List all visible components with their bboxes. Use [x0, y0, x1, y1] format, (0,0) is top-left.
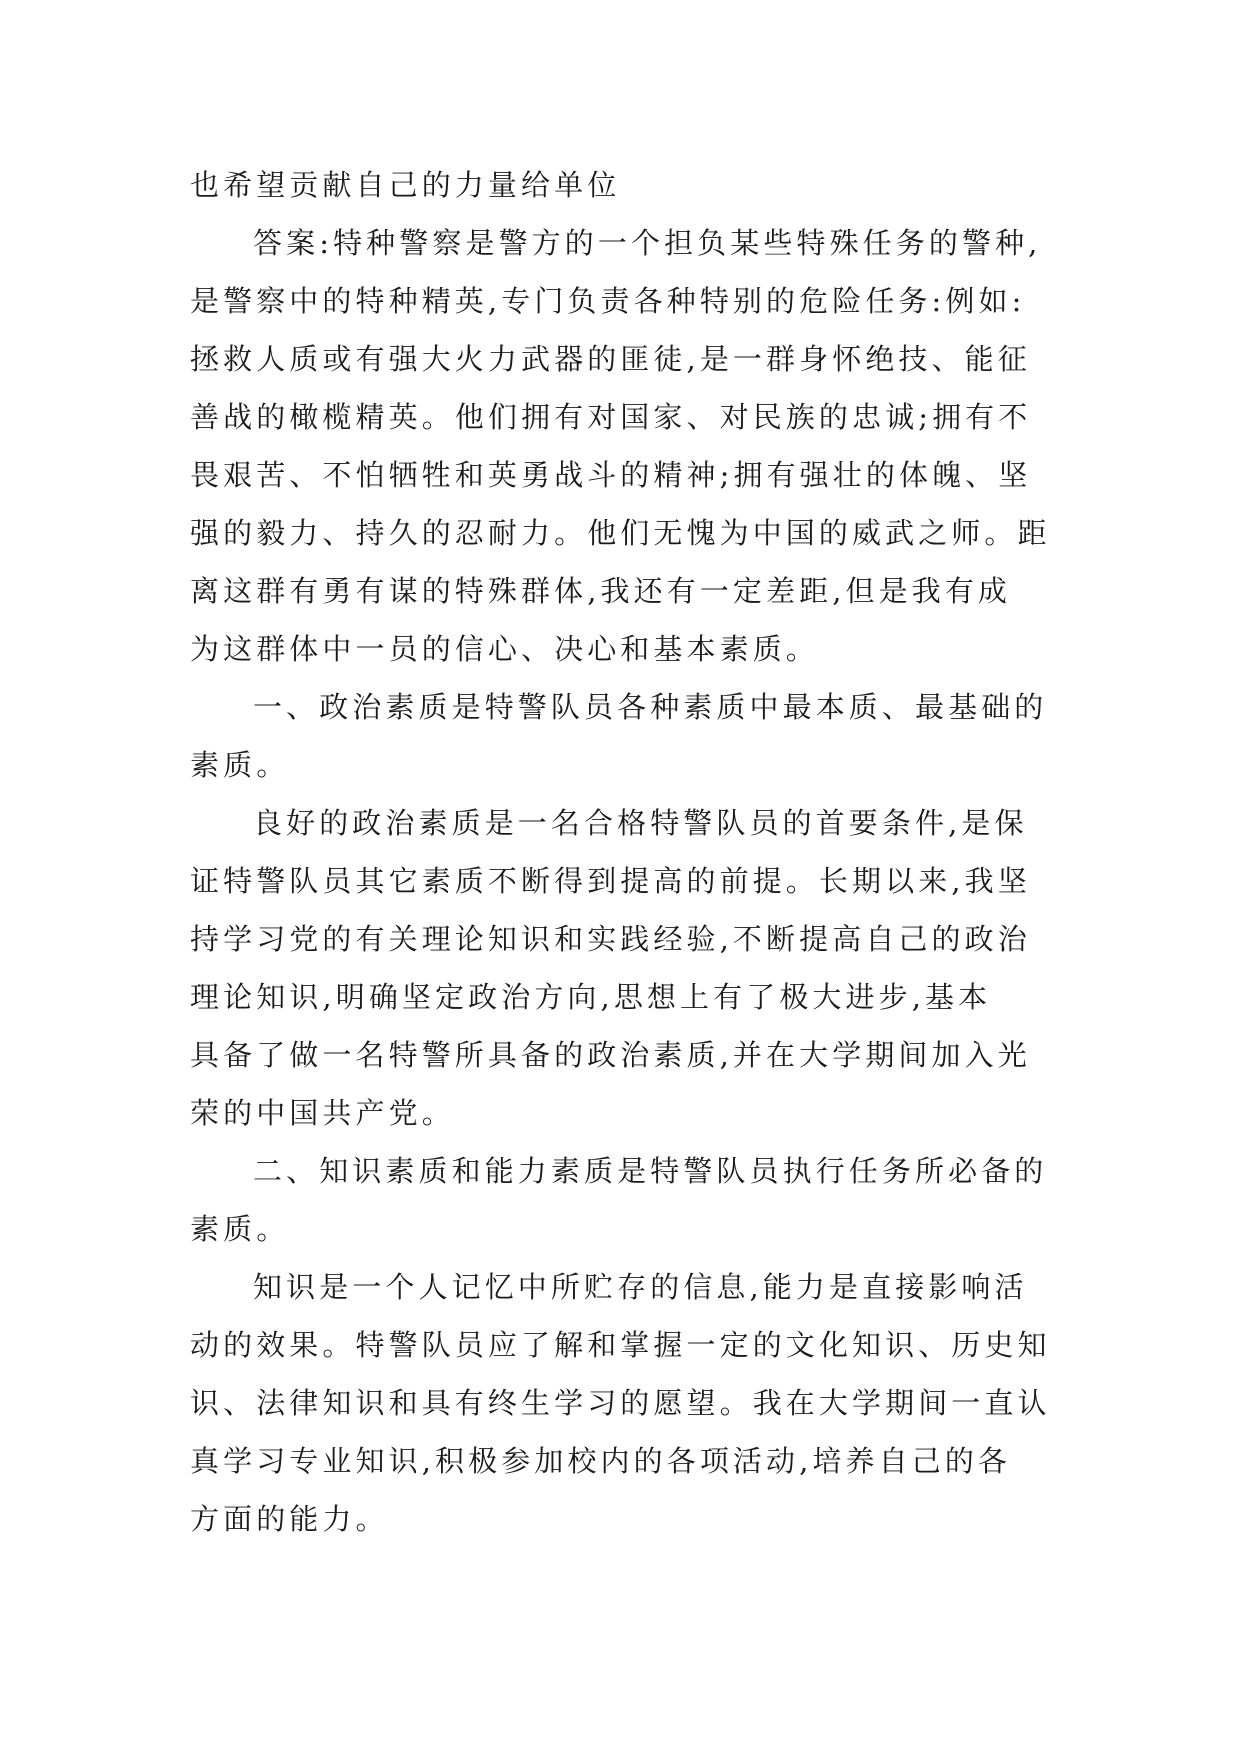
text-line: 动的效果。特警队员应了解和掌握一定的文化知识、历史知	[190, 1328, 1051, 1362]
text-line: 理论知识,明确坚定政治方向,思想上有了极大进步,基本	[190, 980, 992, 1014]
text-line: 识、法律知识和具有终生学习的愿望。我在大学期间一直认	[190, 1386, 1051, 1420]
text-line: 持学习党的有关理论知识和实践经验,不断提高自己的政治	[190, 922, 1031, 956]
text-line: 真学习专业知识,积极参加校内的各项活动,培养自己的各	[190, 1444, 1012, 1478]
text-line: 答案:特种警察是警方的一个担负某些特殊任务的警种,	[253, 226, 1042, 260]
text-line: 具备了做一名特警所具备的政治素质,并在大学期间加入光	[190, 1038, 1031, 1072]
text-line: 善战的橄榄精英。他们拥有对国家、对民族的忠诚;拥有不	[190, 400, 1032, 434]
text-line: 是警察中的特种精英,专门负责各种特别的危险任务:例如:	[190, 284, 1026, 318]
text-line: 强的毅力、持久的忍耐力。他们无愧为中国的威武之师。距	[190, 516, 1051, 550]
text-line: 素质。	[190, 1212, 290, 1246]
text-line: 素质。	[190, 748, 290, 782]
text-line: 良好的政治素质是一名合格特警队员的首要条件,是保	[253, 806, 1028, 840]
text-line: 拯救人质或有强大火力武器的匪徒,是一群身怀绝技、能征	[190, 342, 1031, 376]
text-line: 畏艰苦、不怕牺牲和英勇战斗的精神;拥有强壮的体魄、坚	[190, 458, 1032, 492]
text-line: 知识是一个人记忆中所贮存的信息,能力是直接影响活	[253, 1270, 1028, 1304]
text-line: 证特警队员其它素质不断得到提高的前提。长期以来,我坚	[190, 864, 1031, 898]
text-line: 荣的中国共产党。	[190, 1096, 455, 1130]
text-line: 也希望贡献自己的力量给单位	[190, 168, 621, 202]
text-line: 二、知识素质和能力素质是特警队员执行任务所必备的	[253, 1154, 1048, 1188]
text-line: 方面的能力。	[190, 1502, 389, 1536]
text-line: 一、政治素质是特警队员各种素质中最本质、最基础的	[253, 690, 1048, 724]
text-line: 离这群有勇有谋的特殊群体,我还有一定差距,但是我有成	[190, 574, 1012, 608]
text-line: 为这群体中一员的信心、决心和基本素质。	[190, 632, 819, 666]
